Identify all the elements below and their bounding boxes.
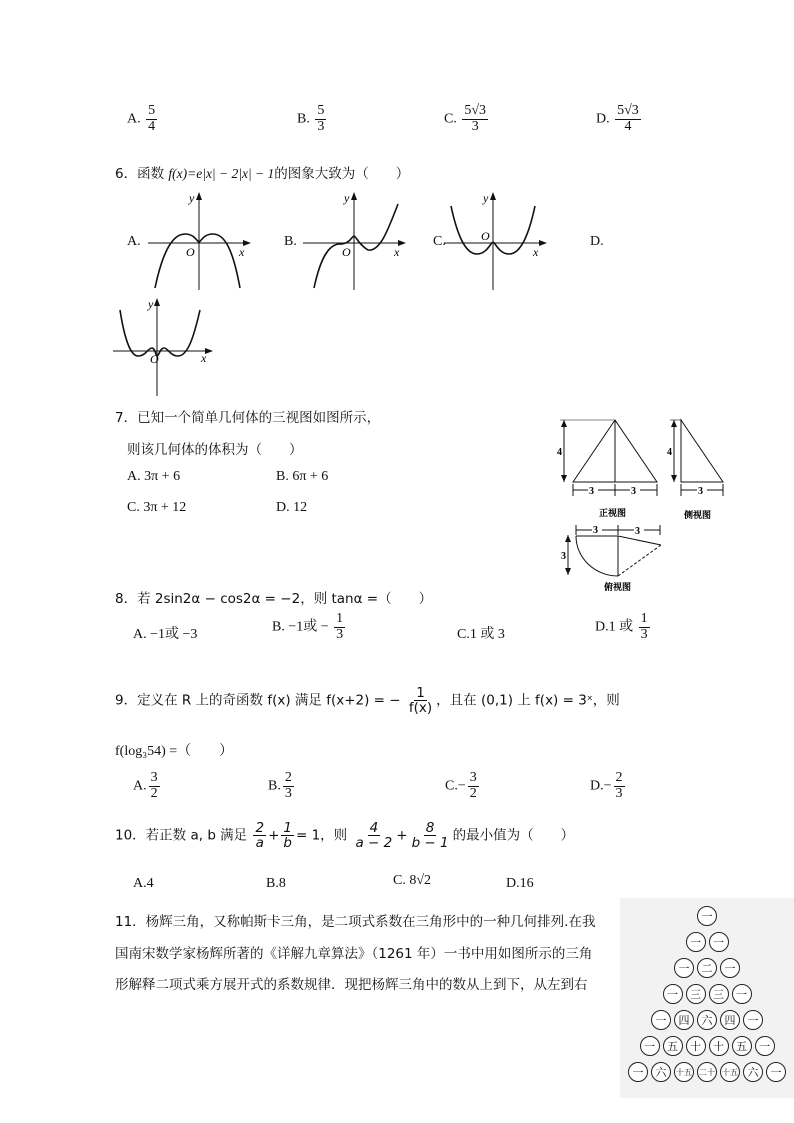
q5-option-b: B. $\frac{5}{3}$ xyxy=(297,103,325,134)
q9-option-d: D.− $\frac{2}{3}$ xyxy=(590,770,623,801)
triangle-cell: 十五 xyxy=(720,1062,740,1082)
triangle-cell: 十 xyxy=(686,1036,706,1056)
q11-stem-line1: 11．杨辉三角，又称帕斯卡三角，是二项式系数在三角形中的一种几何排列.在我 xyxy=(115,914,596,930)
q6-graph-c xyxy=(441,190,551,292)
q6d-origin: O xyxy=(150,352,159,366)
q5-d-fraction: $\frac{5√3}{4}$ xyxy=(617,103,639,134)
triangle-cell: 二十 xyxy=(697,1062,717,1082)
triangle-cell: 一 xyxy=(743,1010,763,1030)
q8-option-a: A. −1或 −3 xyxy=(133,627,198,642)
triangle-cell: 四 xyxy=(674,1010,694,1030)
triangle-cell: 一 xyxy=(766,1062,786,1082)
q6b-y-label: y xyxy=(344,191,350,205)
triangle-cell: 十五 xyxy=(674,1062,694,1082)
q6d-x-label: x xyxy=(201,351,207,365)
q7-stem-line1: 7．已知一个简单几何体的三视图如图所示， xyxy=(115,410,381,426)
q6b-x-label: x xyxy=(394,245,400,259)
q10-option-c: C. 8√2 xyxy=(393,873,432,888)
triangle-cell: 一 xyxy=(709,932,729,952)
q6a-origin: O xyxy=(186,245,195,259)
q5-c-fraction: $\frac{5√3}{3}$ xyxy=(464,103,487,134)
q6c-origin: O xyxy=(481,229,490,243)
q5-option-d: D. $\frac{5√3}{4}$ xyxy=(596,103,639,134)
q6-graph-b xyxy=(300,190,410,292)
q6-graph-a xyxy=(145,190,255,292)
triangle-cell: 一 xyxy=(640,1036,660,1056)
q8-option-b: B. −1或 − $\frac{1}{3}$ xyxy=(272,611,344,642)
front-dim-3-left: 3 xyxy=(589,486,594,497)
q6-stem: 6．函数 f(x)=e|x| − 2|x| − 1的图象大致为（ ） xyxy=(115,166,410,182)
front-view-label: 正视图 xyxy=(599,508,627,518)
triangle-cell: 五 xyxy=(663,1036,683,1056)
triangle-cell: 二 xyxy=(697,958,717,978)
top-dim-3-vert: 3 xyxy=(561,551,566,562)
triangle-cell: 三 xyxy=(709,984,729,1004)
q9-option-a: A. $\frac{3}{2}$ xyxy=(133,770,158,801)
q6-graph-d xyxy=(110,296,220,398)
triangle-cell: 一 xyxy=(686,932,706,952)
q6c-y-label: y xyxy=(483,191,489,205)
front-dim-3-right: 3 xyxy=(631,486,636,497)
q6-option-a-label: A. xyxy=(127,234,141,249)
q6-option-b-label: B. xyxy=(284,234,297,249)
q6-option-d-label: D. xyxy=(590,234,604,249)
top-dim-3-right: 3 xyxy=(635,526,640,537)
front-dim-4: 4 xyxy=(557,447,562,458)
q5-option-c: C. $\frac{5√3}{3}$ xyxy=(444,103,487,134)
triangle-cell: 六 xyxy=(651,1062,671,1082)
side-dim-4: 4 xyxy=(667,447,672,458)
q11-stem-line3: 形解释二项式乘方展开式的系数规律．现把杨辉三角中的数从上到下，从左到右 xyxy=(115,977,588,993)
top-view-label: 俯视图 xyxy=(604,582,632,592)
q10-option-d: D.16 xyxy=(506,876,534,891)
q5-b-fraction: $\frac{5}{3}$ xyxy=(317,103,325,134)
q10-option-a: A.4 xyxy=(133,876,154,891)
q5-option-a: A. $\frac{5}{4}$ xyxy=(127,103,156,134)
q9-option-b: B. $\frac{2}{3}$ xyxy=(268,770,292,801)
q8-stem: 8．若 2sin2α − cos2α = −2，则 tanα =（ ） xyxy=(115,591,433,607)
triangle-cell: 一 xyxy=(663,984,683,1004)
q7-three-views xyxy=(556,412,746,598)
side-dim-3: 3 xyxy=(698,486,703,497)
q6c-x-label: x xyxy=(533,245,539,259)
triangle-cell: 四 xyxy=(720,1010,740,1030)
triangle-cell: 六 xyxy=(743,1062,763,1082)
q9-stem-line2: f(log₃54) =（ ） xyxy=(115,744,234,759)
q7-option-c: C. 3π + 12 xyxy=(127,500,187,515)
q9-option-c: C.− $\frac{3}{2}$ xyxy=(445,770,477,801)
q7-option-b: B. 6π + 6 xyxy=(276,469,329,484)
q10-stem: 10．若正数 a, b 满足 $\frac{2}{a}$ + $\frac{1}{b}$ = 1，则 $\frac{4}{a - 2}$ + $\frac{8}{b - 1}$ 的最小值为（ ） xyxy=(115,820,575,852)
top-dim-3-left: 3 xyxy=(593,525,598,536)
triangle-cell: 一 xyxy=(651,1010,671,1030)
triangle-cell: 六 xyxy=(697,1010,717,1030)
yanghui-triangle xyxy=(620,898,794,1098)
q6b-origin: O xyxy=(342,245,351,259)
q6a-y-label: y xyxy=(189,191,195,205)
triangle-cell: 一 xyxy=(674,958,694,978)
q6a-x-label: x xyxy=(239,245,245,259)
q7-stem-line2: 则该几何体的体积为（ ） xyxy=(127,442,303,458)
triangle-cell: 五 xyxy=(732,1036,752,1056)
side-view-label: 侧视图 xyxy=(684,510,712,520)
q11-stem-line2: 国南宋数学家杨辉所著的《详解九章算法》（1261 年）一书中用如图所示的三角 xyxy=(115,946,593,962)
triangle-cell: 一 xyxy=(628,1062,648,1082)
triangle-cell: 一 xyxy=(720,958,740,978)
q6d-y-label: y xyxy=(148,297,154,311)
q6-option-c-label: C. xyxy=(433,234,446,249)
triangle-cell: 一 xyxy=(755,1036,775,1056)
triangle-cell: 一 xyxy=(697,906,717,926)
q10-option-b: B.8 xyxy=(266,876,286,891)
triangle-cell: 十 xyxy=(709,1036,729,1056)
q7-option-d: D. 12 xyxy=(276,500,308,515)
q9-stem: 9．定义在 R 上的奇函数 f(x) 满足 f(x+2) = − $\frac{1}{f(x)}$ ，且在 (0,1) 上 f(x) = 3ˣ，则 xyxy=(115,685,620,717)
triangle-cell: 一 xyxy=(732,984,752,1004)
q8-option-c: C.1 或 3 xyxy=(457,627,505,642)
triangle-cell: 三 xyxy=(686,984,706,1004)
q7-option-a: A. 3π + 6 xyxy=(127,469,181,484)
q8-option-d: D.1 或 $\frac{1}{3}$ xyxy=(595,611,648,642)
q5-a-fraction: $\frac{5}{4}$ xyxy=(148,103,156,134)
